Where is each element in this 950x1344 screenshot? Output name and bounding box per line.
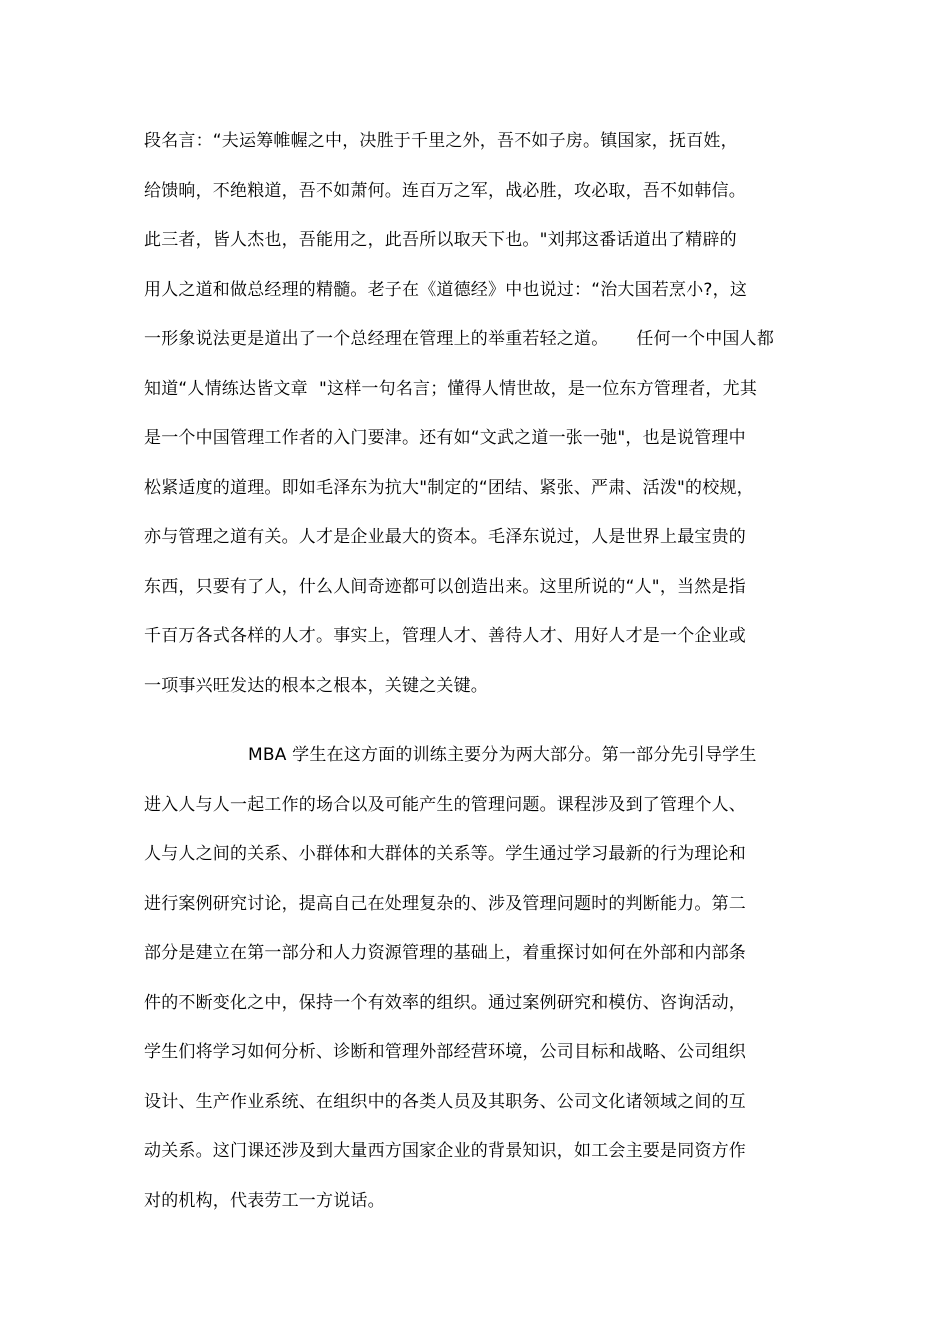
paragraph-1	[144, 122, 812, 716]
text-line: 一项事兴旺发达的根本之根本，关键之关键。	[144, 675, 488, 696]
text-line: MBA 学生在这方面的训练主要分为两大部分。第一部分先引导学生	[248, 745, 757, 765]
text-line: 用人之道和做总经理的精髓。老子在《道德经》中也说过：“治大国若烹小?，这	[144, 279, 748, 300]
text-line: 动关系。这门课还涉及到大量西方国家企业的背景知识，如工会主要是同资方作	[144, 1141, 746, 1161]
text-line: 进入人与人一起工作的场合以及可能产生的管理问题。课程涉及到了管理个人、	[144, 794, 746, 815]
text-line: 对的机构，代表劳工一方说话。	[144, 1190, 385, 1211]
text-line: 给馈晌，不绝粮道，吾不如萧何。连百万之军，战必胜，攻必取，吾不如韩信。	[144, 180, 746, 201]
text-line: 东西，只要有了人，什么人间奇迹都可以创造出来。这里所说的“人"，当然是指	[144, 576, 746, 597]
text-line: 进行案例研究讨论，提高自己在处理复杂的、涉及管理问题时的判断能力。第二	[144, 893, 746, 914]
text-line: 段名言：“夫运筹帷幄之中，决胜于千里之外，吾不如子房。镇国家，抚百姓，	[144, 131, 738, 151]
text-line: 一形象说法更是道出了一个总经理在管理上的举重若轻之道。 任何一个中国人都	[144, 329, 775, 349]
text-line: 人与人之间的关系、小群体和大群体的关系等。学生通过学习最新的行为理论和	[144, 844, 746, 864]
text-line: 千百万各式各样的人才。事实上，管理人才、善待人才、用好人才是一个企业或	[144, 626, 746, 646]
text-line: 设计、生产作业系统、在组织中的各类人员及其职务、公司文化诸领域之间的互	[144, 1091, 746, 1112]
text-line: 亦与管理之道有关。人才是企业最大的资本。毛泽东说过，人是世界上最宝贵的	[144, 527, 746, 547]
text-line: 松紧适度的道理。即如毛泽东为抗大"制定的“团结、紧张、严肃、活泼"的校规，	[144, 477, 754, 498]
text-line: 此三者，皆人杰也，吾能用之，此吾所以取天下也。"刘邦这番话道出了精辟的	[144, 230, 737, 250]
paragraph-2	[144, 736, 812, 1231]
text-line: 学生们将学习如何分析、诊断和管理外部经营环境，公司目标和战略、公司组织	[144, 1042, 746, 1062]
text-line: 部分是建立在第一部分和人力资源管理的基础上，着重探讨如何在外部和内部条	[144, 943, 746, 963]
text-line: 知道“人情练达皆文章 "这样一句名言；懂得人情世故，是一位东方管理者，尤其	[144, 378, 758, 399]
text-line: 是一个中国管理工作者的入门要津。还有如“文武之道一张一弛"，也是说管理中	[144, 428, 746, 448]
text-line: 件的不断变化之中，保持一个有效率的组织。通过案例研究和模仿、咨询活动，	[144, 992, 746, 1013]
